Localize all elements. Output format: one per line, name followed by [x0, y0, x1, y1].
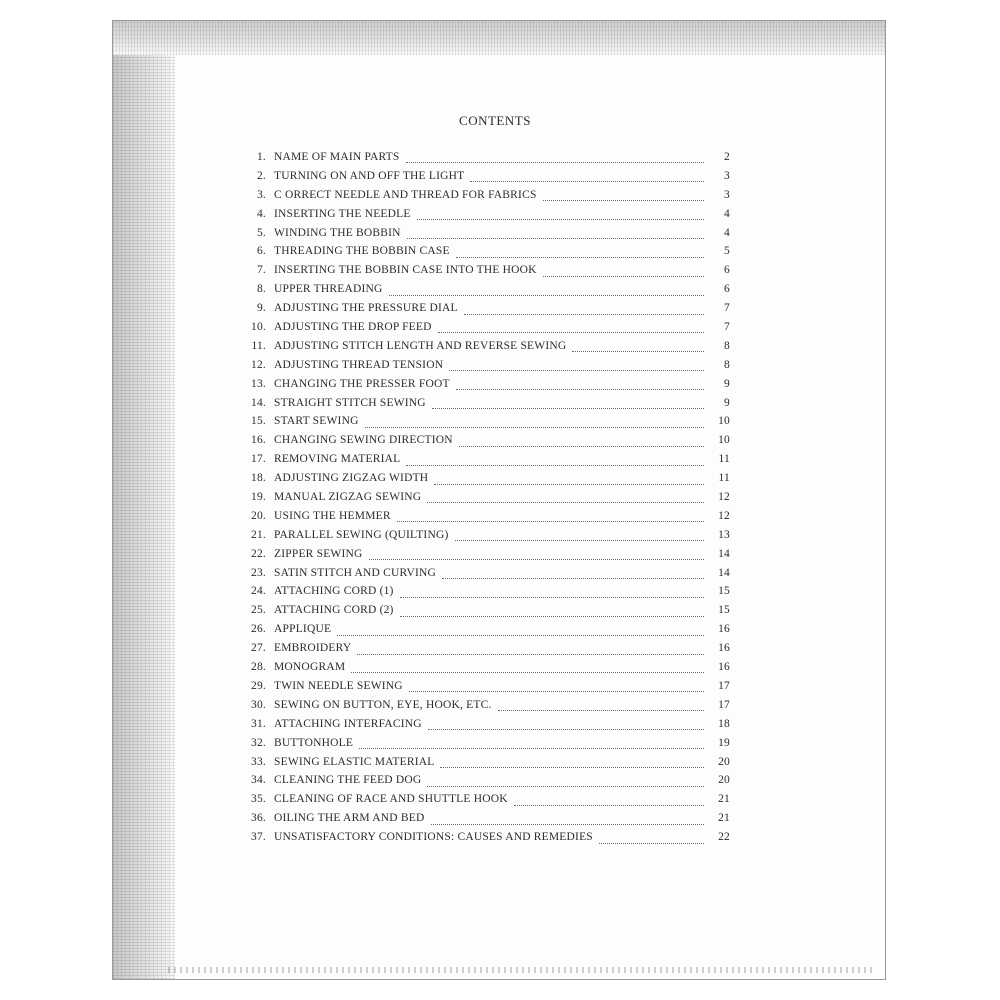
toc-entry-number: 26.: [251, 623, 266, 636]
toc-entry-page: 7: [724, 321, 730, 334]
toc-entry-number: 29.: [251, 679, 266, 692]
toc-entry-number: 3.: [256, 188, 266, 201]
toc-entry-number: 16.: [251, 434, 266, 447]
toc-dot-leader: [456, 388, 704, 390]
toc-entry-title: CHANGING THE PRESSER FOOT: [274, 377, 450, 390]
toc-entry-number: 32.: [251, 736, 266, 749]
page-title: CONTENTS: [459, 113, 531, 128]
toc-entry: [230, 680, 730, 699]
toc-entry-number: 12.: [251, 358, 266, 371]
toc-dot-leader: [389, 294, 704, 296]
toc-entry-title: MANUAL ZIGZAG SEWING: [274, 491, 422, 504]
toc-entry-number: 30.: [251, 698, 266, 711]
toc-entry-page: 18: [718, 717, 730, 730]
toc-dot-leader: [359, 747, 704, 749]
toc-entry-title: UNSATISFACTORY CONDITIONS: CAUSES AND REMEDIES: [274, 831, 593, 844]
toc-entry-page: 9: [724, 377, 730, 390]
scan-shadow-top: [113, 21, 885, 55]
toc-entry-number: 13.: [251, 377, 266, 390]
toc-entry-number: 9.: [256, 302, 266, 315]
toc-entry-page: 21: [718, 793, 730, 806]
toc-entry: [230, 189, 730, 208]
toc-entry-number: 15.: [251, 415, 266, 428]
toc-entry-number: 4.: [256, 207, 266, 220]
toc-entry-page: 16: [718, 623, 730, 636]
toc-dot-leader: [365, 426, 704, 428]
toc-entry-number: 14.: [251, 396, 266, 409]
toc-entry-title: ATTACHING CORD (2): [274, 604, 394, 617]
toc-dot-leader: [397, 520, 704, 522]
toc-entry-page: 2: [724, 151, 730, 163]
toc-entry-title: CHANGING SEWING DIRECTION: [274, 434, 453, 447]
toc-entry-number: 37.: [251, 831, 266, 844]
toc-dot-leader: [409, 690, 704, 692]
toc-entry-title: ZIPPER SEWING: [274, 547, 363, 560]
toc-entry: [230, 397, 730, 416]
toc-entry: [230, 548, 730, 567]
toc-entry: [230, 812, 730, 831]
toc-entry-page: 12: [718, 491, 730, 504]
toc-entry-page: 4: [724, 226, 730, 239]
toc-entry-page: 11: [718, 453, 730, 466]
toc-entry-title: THREADING THE BOBBIN CASE: [274, 245, 450, 258]
toc-entry-title: SEWING ON BUTTON, EYE, HOOK, ETC.: [274, 698, 492, 711]
toc-entry-page: 10: [718, 434, 730, 447]
toc-entry-page: 19: [718, 736, 730, 749]
toc-entry: [230, 245, 730, 264]
toc-dot-leader: [417, 218, 704, 220]
toc-entry-title: ATTACHING INTERFACING: [274, 717, 422, 730]
toc-entry-title: C ORRECT NEEDLE AND THREAD FOR FABRICS: [274, 188, 537, 201]
toc-entry-number: 31.: [251, 717, 266, 730]
toc-entry: [230, 699, 730, 718]
toc-entry: [230, 283, 730, 302]
toc-entry-title: TWIN NEEDLE SEWING: [274, 679, 403, 692]
toc-dot-leader: [431, 823, 705, 825]
toc-entry: [230, 510, 730, 529]
toc-entry: [230, 718, 730, 737]
toc-entry: [230, 378, 730, 397]
toc-entry-page: 5: [724, 245, 730, 258]
toc-dot-leader: [438, 331, 704, 333]
toc-entry: [230, 208, 730, 227]
toc-entry: [230, 227, 730, 246]
toc-entry-title: EMBROIDERY: [274, 642, 352, 655]
toc-dot-leader: [432, 407, 704, 409]
toc-entry-page: 4: [724, 207, 730, 220]
toc-entry: [230, 340, 730, 359]
toc-entry-number: 5.: [256, 226, 266, 239]
toc-dot-leader: [456, 256, 704, 258]
toc-entry-page: 14: [718, 566, 730, 579]
toc-entry-number: 20.: [251, 509, 266, 522]
toc-entry-title: INSERTING THE NEEDLE: [274, 207, 411, 220]
toc-entry: [230, 642, 730, 661]
scan-shadow-left: [113, 21, 175, 979]
toc-entry-title: UPPER THREADING: [274, 283, 383, 296]
toc-entry-page: 6: [724, 264, 730, 277]
toc-entry-title: CLEANING OF RACE AND SHUTTLE HOOK: [274, 793, 508, 806]
toc-entry-title: PARALLEL SEWING (QUILTING): [274, 528, 449, 541]
toc-dot-leader: [449, 369, 704, 371]
toc-entry: [230, 170, 730, 189]
toc-entry-number: 19.: [251, 491, 266, 504]
toc-entry-title: ADJUSTING ZIGZAG WIDTH: [274, 472, 429, 485]
toc-entry-title: OILING THE ARM AND BED: [274, 812, 425, 825]
toc-entry-page: 8: [724, 358, 730, 371]
toc-dot-leader: [459, 445, 704, 447]
toc-entry-page: 9: [724, 396, 730, 409]
toc-dot-leader: [337, 634, 704, 636]
toc-entry-page: 3: [724, 169, 730, 182]
toc-dot-leader: [440, 766, 704, 768]
toc-entry-page: 10: [718, 415, 730, 428]
toc-dot-leader: [407, 237, 704, 239]
toc-entry: [230, 623, 730, 642]
toc-dot-leader: [543, 275, 704, 277]
toc-entry: [230, 472, 730, 491]
toc-entry-page: 8: [724, 339, 730, 352]
toc-entry-number: 6.: [256, 245, 266, 258]
toc-entry-title: ADJUSTING THE DROP FEED: [274, 321, 432, 334]
toc-entry-title: APPLIQUE: [274, 623, 332, 636]
toc-entry: [230, 793, 730, 812]
toc-dot-leader: [572, 350, 704, 352]
toc-entry: [230, 491, 730, 510]
toc-entry-page: 17: [718, 698, 730, 711]
toc-dot-leader: [599, 842, 704, 844]
toc-entry-page: 3: [724, 188, 730, 201]
toc-entry: [230, 264, 730, 283]
toc-entry-number: 17.: [251, 453, 266, 466]
toc-entry-number: 11.: [251, 339, 266, 352]
toc-dot-leader: [543, 199, 704, 201]
toc-entry-title: WINDING THE BOBBIN: [274, 226, 401, 239]
toc-dot-leader: [427, 785, 704, 787]
toc-dot-leader: [400, 615, 704, 617]
toc-dot-leader: [498, 709, 704, 711]
toc-entry-title: REMOVING MATERIAL: [274, 453, 401, 466]
toc-entry-number: 22.: [251, 547, 266, 560]
toc-entry-title: INSERTING THE BOBBIN CASE INTO THE HOOK: [274, 264, 537, 277]
toc-entry-page: 20: [718, 755, 730, 768]
toc-entry-title: CLEANING THE FEED DOG: [274, 774, 422, 787]
toc-entry: [230, 585, 730, 604]
toc-entry-title: SEWING ELASTIC MATERIAL: [274, 755, 435, 768]
toc-entry-page: 7: [724, 302, 730, 315]
toc-entry: [230, 453, 730, 472]
toc-entry-number: 21.: [251, 528, 266, 541]
toc-entry: [230, 321, 730, 340]
table-of-contents: [230, 151, 730, 850]
toc-dot-leader: [428, 728, 704, 730]
toc-entry-number: 8.: [256, 283, 266, 296]
toc-entry: [230, 415, 730, 434]
toc-entry-page: 11: [718, 472, 730, 485]
toc-entry-page: 12: [718, 509, 730, 522]
toc-entry: [230, 434, 730, 453]
toc-entry-title: ATTACHING CORD (1): [274, 585, 394, 598]
toc-dot-leader: [514, 804, 704, 806]
toc-entry-page: 22: [718, 831, 730, 844]
toc-entry-page: 17: [718, 679, 730, 692]
toc-entry: [230, 604, 730, 623]
toc-entry-page: 16: [718, 642, 730, 655]
toc-entry-page: 6: [724, 283, 730, 296]
toc-entry: [230, 737, 730, 756]
toc-entry-title: ADJUSTING THE PRESSURE DIAL: [274, 302, 458, 315]
toc-entry: [230, 756, 730, 775]
toc-dot-leader: [434, 483, 704, 485]
toc-entry-title: USING THE HEMMER: [274, 509, 391, 522]
toc-dot-leader: [400, 596, 704, 598]
toc-entry-number: 10.: [251, 321, 266, 334]
toc-dot-leader: [455, 539, 705, 541]
toc-entry: [230, 359, 730, 378]
toc-entry-number: 34.: [251, 774, 266, 787]
toc-entry-title: STRAIGHT STITCH SEWING: [274, 396, 426, 409]
toc-entry: [230, 831, 730, 850]
toc-entry-number: 28.: [251, 661, 266, 674]
toc-entry-number: 25.: [251, 604, 266, 617]
scan-shadow-bottom: [168, 967, 875, 973]
toc-entry-title: TURNING ON AND OFF THE LIGHT: [274, 169, 465, 182]
toc-entry-number: 2.: [256, 169, 266, 182]
toc-entry-number: 36.: [251, 812, 266, 825]
toc-dot-leader: [406, 464, 704, 466]
toc-entry: [230, 661, 730, 680]
toc-entry-title: ADJUSTING THREAD TENSION: [274, 358, 444, 371]
toc-entry-page: 21: [718, 812, 730, 825]
toc-entry-title: SATIN STITCH AND CURVING: [274, 566, 437, 579]
toc-dot-leader: [406, 161, 705, 163]
toc-entry-number: 27.: [251, 642, 266, 655]
toc-entry-title: ADJUSTING STITCH LENGTH AND REVERSE SEWING: [274, 339, 567, 352]
toc-dot-leader: [369, 558, 704, 560]
toc-entry-number: 24.: [251, 585, 266, 598]
toc-dot-leader: [427, 501, 704, 503]
toc-entry: [230, 567, 730, 586]
toc-entry-number: 1.: [256, 151, 266, 163]
toc-dot-leader: [351, 671, 704, 673]
toc-entry-page: 20: [718, 774, 730, 787]
toc-entry-page: 13: [718, 528, 730, 541]
toc-entry-page: 16: [718, 661, 730, 674]
toc-entry-title: MONOGRAM: [274, 661, 346, 674]
toc-entry: [230, 529, 730, 548]
toc-entry-page: 15: [718, 585, 730, 598]
toc-dot-leader: [464, 313, 704, 315]
toc-dot-leader: [357, 653, 704, 655]
toc-dot-leader: [442, 577, 704, 579]
toc-entry: [230, 151, 730, 170]
toc-entry-number: 23.: [251, 566, 266, 579]
toc-entry-title: START SEWING: [274, 415, 359, 428]
toc-entry-number: 33.: [251, 755, 266, 768]
toc-entry-title: NAME OF MAIN PARTS: [274, 151, 400, 163]
toc-entry: [230, 774, 730, 793]
toc-entry-page: 14: [718, 547, 730, 560]
toc-entry-number: 7.: [256, 264, 266, 277]
toc-entry-page: 15: [718, 604, 730, 617]
toc-dot-leader: [470, 180, 704, 182]
toc-entry-number: 18.: [251, 472, 266, 485]
toc-entry-number: 35.: [251, 793, 266, 806]
toc-entry: [230, 302, 730, 321]
toc-entry-title: BUTTONHOLE: [274, 736, 354, 749]
